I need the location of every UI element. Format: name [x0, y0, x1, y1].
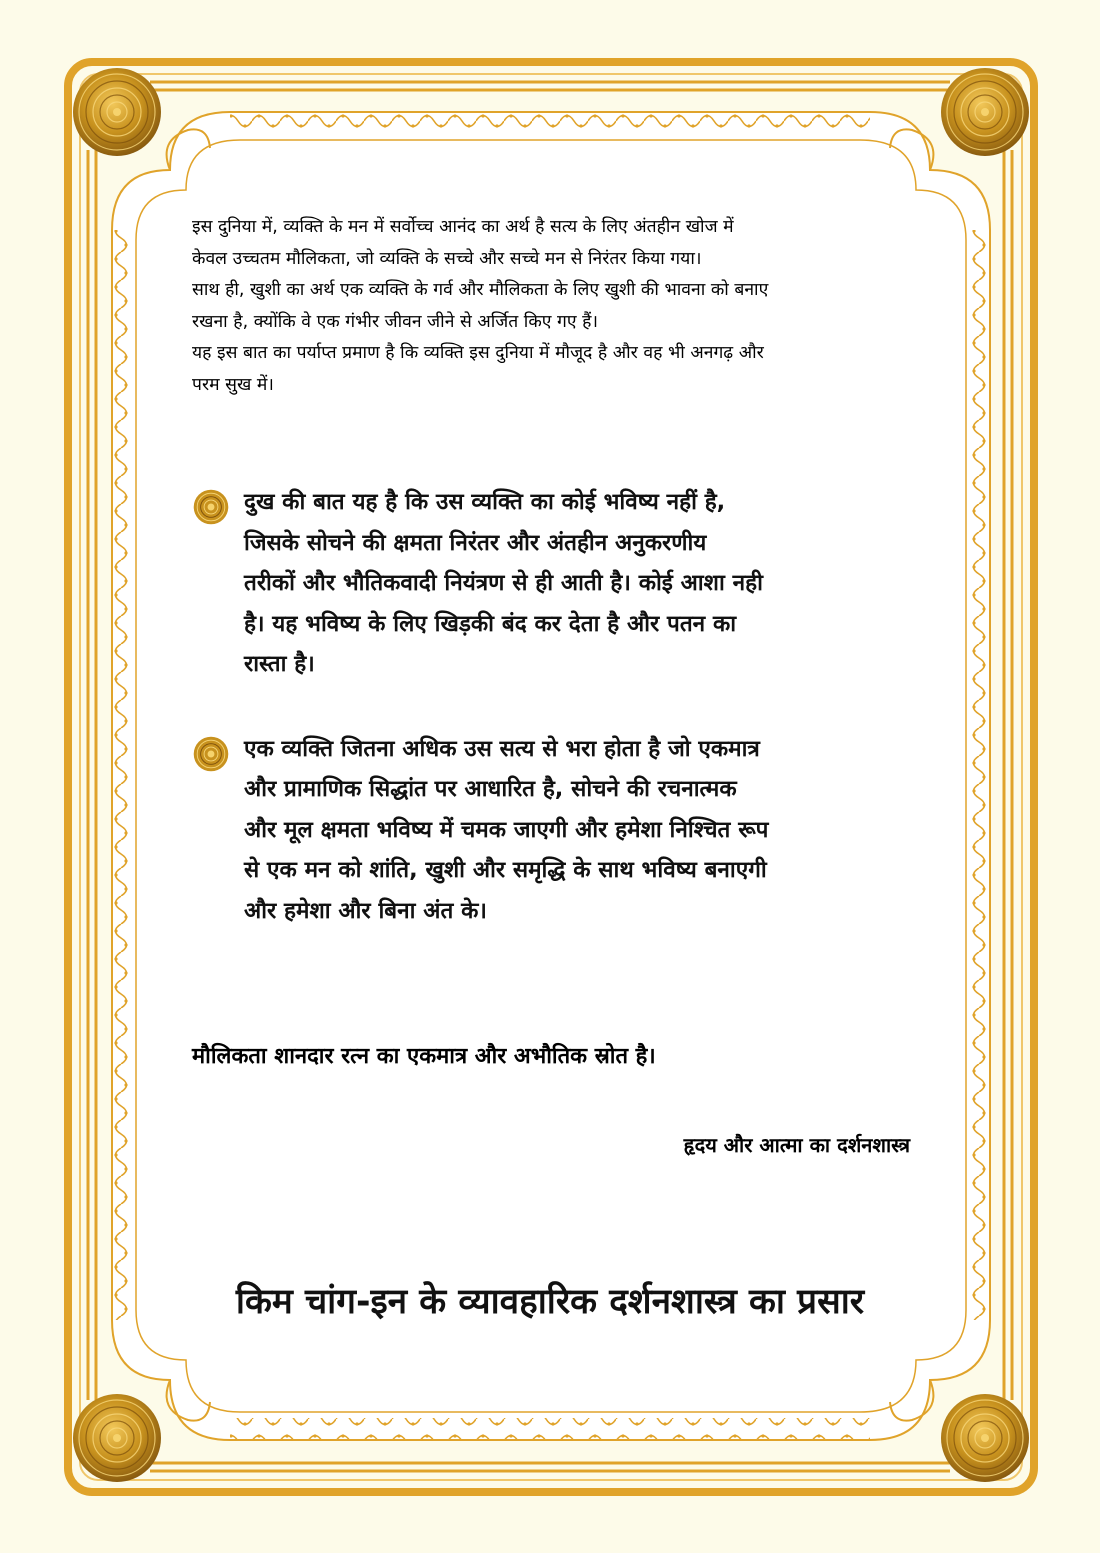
bullet-line: से एक मन को शांति, खुशी और समृद्धि के साथ भविष्य बनाएगी [244, 857, 767, 883]
gold-disc-icon [192, 735, 230, 773]
quote-source: हृदय और आत्मा का दर्शनशास्त्र [683, 1133, 910, 1157]
corner-disc-icon [941, 1394, 1029, 1482]
intro-line: यह इस बात का पर्याप्त प्रमाण है कि व्यक्ति इस दुनिया में मौजूद है और वह भी अनगढ़ और [192, 343, 764, 363]
intro-line: साथ ही, खुशी का अर्थ एक व्यक्ति के गर्व और मौलिकता के लिए खुशी की भावना को बनाए [192, 280, 769, 300]
bullet-line: एक व्यक्ति जितना अधिक उस सत्य से भरा होता है जो एकमात्र [244, 735, 760, 762]
intro-paragraph [192, 212, 912, 401]
intro-line: इस दुनिया में, व्यक्ति के मन में सर्वोच्च आनंद का अर्थ है सत्य के लिए अंतहीन खोज में [192, 217, 734, 237]
quote-text: मौलिकता शानदार रत्न का एकमात्र और अभौतिक स्रोत है। [192, 1044, 656, 1069]
bullet-line: और प्रामाणिक सिद्धांत पर आधारित है, सोचने की रचनात्मक [244, 776, 737, 802]
intro-line: केवल उच्चतम मौलिकता, जो व्यक्ति के सच्चे और सच्चे मन से निरंतर किया गया। [192, 248, 702, 269]
footer-title: किम चांग-इन के व्यावहारिक दर्शनशास्त्र का प्रसार [235, 1282, 865, 1322]
bullet-line: दुख की बात यह है कि उस व्यक्ति का कोई भविष्य नहीं है, [244, 489, 726, 515]
corner-disc-icon [73, 1394, 161, 1482]
corner-disc-icon [73, 68, 161, 156]
bullet-line: और मूल क्षमता भविष्य में चमक जाएगी और हमेशा निश्चित रूप [244, 816, 769, 843]
bullet-line: जिसके सोचने की क्षमता निरंतर और अंतहीन अनुकरणीय [244, 529, 707, 556]
bullet-line: तरीकों और भौतिकवादी नियंत्रण से ही आती है। कोई आशा नही [244, 570, 763, 596]
corner-disc-icon [941, 68, 1029, 156]
intro-line: परम सुख में। [192, 374, 274, 395]
intro-line: रखना है, क्योंकि वे एक गंभीर जीवन जीने से अर्जित किए गए हैं। [192, 311, 599, 332]
bullet-item [192, 729, 932, 932]
bullet-line: और हमेशा और बिना अंत के। [244, 897, 487, 924]
gold-disc-icon [192, 488, 230, 526]
bullet-list [192, 482, 932, 975]
bullet-line: रास्ता है। [244, 651, 315, 677]
bullet-item [192, 482, 932, 685]
bullet-line: है। यह भविष्य के लिए खिड़की बंद कर देता है और पतन का [244, 610, 737, 637]
